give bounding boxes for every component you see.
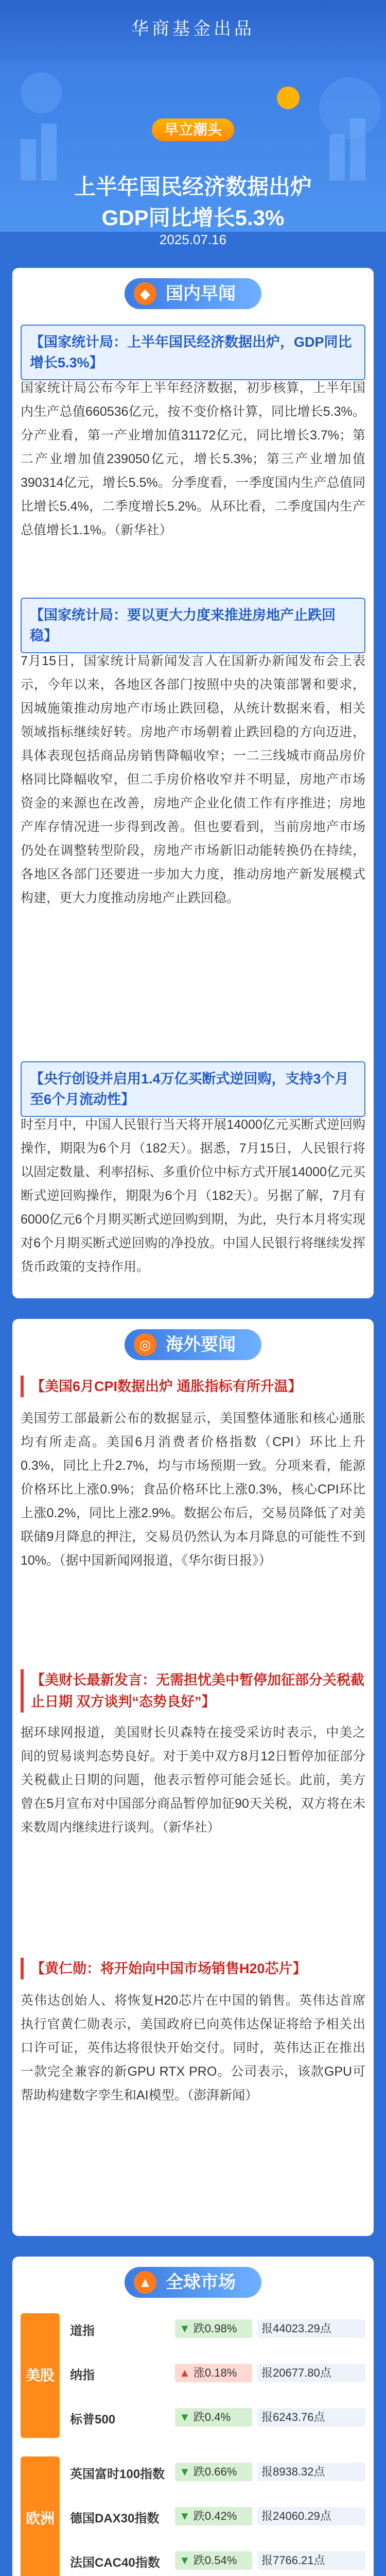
market-value: 报8938.32点: [257, 2463, 365, 2481]
overseas-section-title: ◎ 海外要闻: [12, 1329, 374, 1360]
market-row: [21, 2501, 365, 2532]
domestic-headline-1: 【国家统计局：上半年国民经济数据出炉，GDP同比增长5.3%】: [21, 325, 365, 380]
market-change: ▼ 跌0.54%: [175, 2551, 252, 2570]
market-row: [21, 2545, 365, 2576]
market-row: [21, 2358, 365, 2388]
arrow-down-icon: ▼: [179, 2322, 194, 2335]
hero-date: 2025.07.16: [159, 232, 227, 247]
hero-title-line1: 上半年国民经济数据出炉: [74, 175, 312, 199]
domestic-section-title: ◆ 国内早闻: [12, 278, 374, 309]
brand-bar: [0, 0, 386, 62]
arrow-down-icon: ▼: [179, 2554, 194, 2567]
arrow-down-icon: ▼: [179, 2510, 194, 2522]
market-change: ▼ 跌0.42%: [175, 2507, 252, 2526]
market-name: 标普500: [70, 2413, 116, 2427]
domestic-card: [12, 268, 374, 1298]
overseas-body-3: 英伟达创始人、将恢复H20芯片在中国的销售。英伟达首席执行官黄仁勋表示，美国政府已向英伟达保证将给予相关出口许可证，英伟达将很快开始交付。同时，英伟达正在推出一款完全兼容的新GPU RTX PRO。公司表示，该款GPU可帮助构建数字孪生和AI模型。（澎湃新闻）: [21, 1993, 365, 2103]
market-value: 报44023.29点: [257, 2319, 365, 2338]
overseas-headline-2: 【美财长最新发言：无需担忧美中暂停加征部分关税截止日期 双方谈判“态势良好”】: [21, 1669, 365, 1713]
news-icon: ◆: [134, 282, 156, 305]
overseas-body-2: 据环球网报道，美国财长贝森特在接受采访时表示，中美之间的贸易谈判态势良好。对于美中双方8月12日暂停加征部分关税截止日期的问题，他表示暂停可能会延长。此前，美方曾在5月宣布对中国部分商品暂停加征90天关税，双方将在未来数周内继续进行谈判。（新华社）: [21, 1725, 365, 1835]
market-category: 美股: [21, 2313, 60, 2438]
domestic-headline-3: 【央行创设并启用1.4万亿买断式逆回购，支持3个月至6个月流动性】: [21, 1061, 365, 1117]
market-value: 报7766.21点: [257, 2551, 365, 2570]
market-name: 德国DAX30指数: [70, 2512, 160, 2526]
domestic-body-3: 时至月中，中国人民银行当天将开展14000亿元买断式逆回购操作，期限为6个月（182天）。据悉，7月15日，人民银行将以固定数量、利率招标、多重价位中标方式开展14000亿元买断式逆回购操作，期限为6个月（182天）。另据了解，7月有6000亿元6个月期买断式逆回购到期，为此，央行本月将实现对6个月期买断式逆回购的净投放。中国人民银行将继续发挥货币政策的支持作用。: [21, 1117, 365, 1274]
overseas-headline-3: 【黄仁勋：将开始向中国市场销售H20芯片】: [21, 1958, 365, 1979]
chart-icon: ▲: [134, 2271, 156, 2294]
domestic-body-1: 国家统计局公布今年上半年经济数据，初步核算，上半年国内生产总值660536亿元，按不变价格计算，同比增长5.3%。分产业看，第一产业增加值31172亿元，同比增长3.7%；第二产业增加值239050亿元，增长5.3%；第三产业增加值390314亿元，增长5.5%。分季度看，一季度国内生产总值同比增长5.4%，二季度增长5.2%。从环比看，二季度国内生产总值增长1.1%。（新华社）: [21, 381, 365, 537]
markets-card: [12, 2257, 374, 2576]
domestic-body-2: 7月15日，国家统计局新闻发言人在国新办新闻发布会上表示，今年以来，各地区各部门按照中央的决策部署和要求，因城施策推动房地产市场止跌回稳，从统计数据来看，相关领域指标继续好转。房地产市场朝着止跌回稳的方向迈进，具体表现包括商品房销售降幅收窄；一二三线城市商品房价格同比降幅收窄，但二手房价格收窄并不明显，房地产市场资金的来源也在改善，房地产企业化债工作有序推进；房地产库存情况进一步得到改善。但也要看到，当前房地产市场仍处在调整转型阶段，房地产市场新旧动能转换仍在持续，各地区各部门还要进一步加大力度，推动房地产新发展模式构建，更大力度推动房地产止跌回稳。: [21, 654, 365, 905]
overseas-card: [12, 1319, 374, 2236]
market-row: [21, 2402, 365, 2433]
market-change: ▲ 涨0.18%: [175, 2364, 252, 2382]
arrow-down-icon: ▼: [179, 2411, 194, 2424]
hero-title-line2: GDP同比增长5.3%: [101, 206, 285, 230]
hero-banner: [0, 62, 386, 232]
market-name: 英国富时100指数: [70, 2467, 165, 2481]
domestic-headline-2: 【国家统计局：要以更大力度来推进房地产止跌回稳】: [21, 598, 365, 653]
market-row: [21, 2456, 365, 2487]
market-category: 欧洲: [21, 2456, 60, 2576]
market-name: 纳指: [70, 2368, 95, 2382]
market-name: 法国CAC40指数: [70, 2556, 160, 2570]
hero-tag: 早立潮头: [152, 118, 234, 141]
markets-section-title: ▲ 全球市场: [12, 2267, 374, 2298]
brand-text: 华商基金出品: [131, 19, 255, 39]
market-value: 报24060.29点: [257, 2507, 365, 2526]
overseas-body-1: 美国劳工部最新公布的数据显示，美国整体通胀和核心通胀均有所走高。美国6月消费者价格指数（CPI）环比上升0.3%，同比上升2.7%，均与市场预期一致。分项来看，能源价格环比上涨0.9%；食品价格环比上涨0.3%，核心CPI环比上涨0.2%，同比上涨2.9%。数据公布后，交易员降低了对美联储9月降息的押注，交易员仍然认为本月降息的可能性不到10%。（据中国新闻网报道，《华尔街日报》）: [21, 1411, 365, 1568]
arrow-up-icon: ▲: [179, 2366, 194, 2379]
overseas-headline-1: 【美国6月CPI数据出炉 通胀指标有所升温】: [21, 1376, 365, 1397]
market-change: ▼ 跌0.66%: [175, 2463, 252, 2481]
market-change: ▼ 跌0.4%: [175, 2408, 252, 2427]
market-value: 报6243.76点: [257, 2408, 365, 2427]
globe-icon: ◎: [134, 1333, 156, 1356]
arrow-down-icon: ▼: [179, 2465, 194, 2478]
market-value: 报20677.80点: [257, 2364, 365, 2382]
market-name: 道指: [70, 2324, 95, 2338]
market-change: ▼ 跌0.98%: [175, 2319, 252, 2338]
market-row: [21, 2313, 365, 2344]
